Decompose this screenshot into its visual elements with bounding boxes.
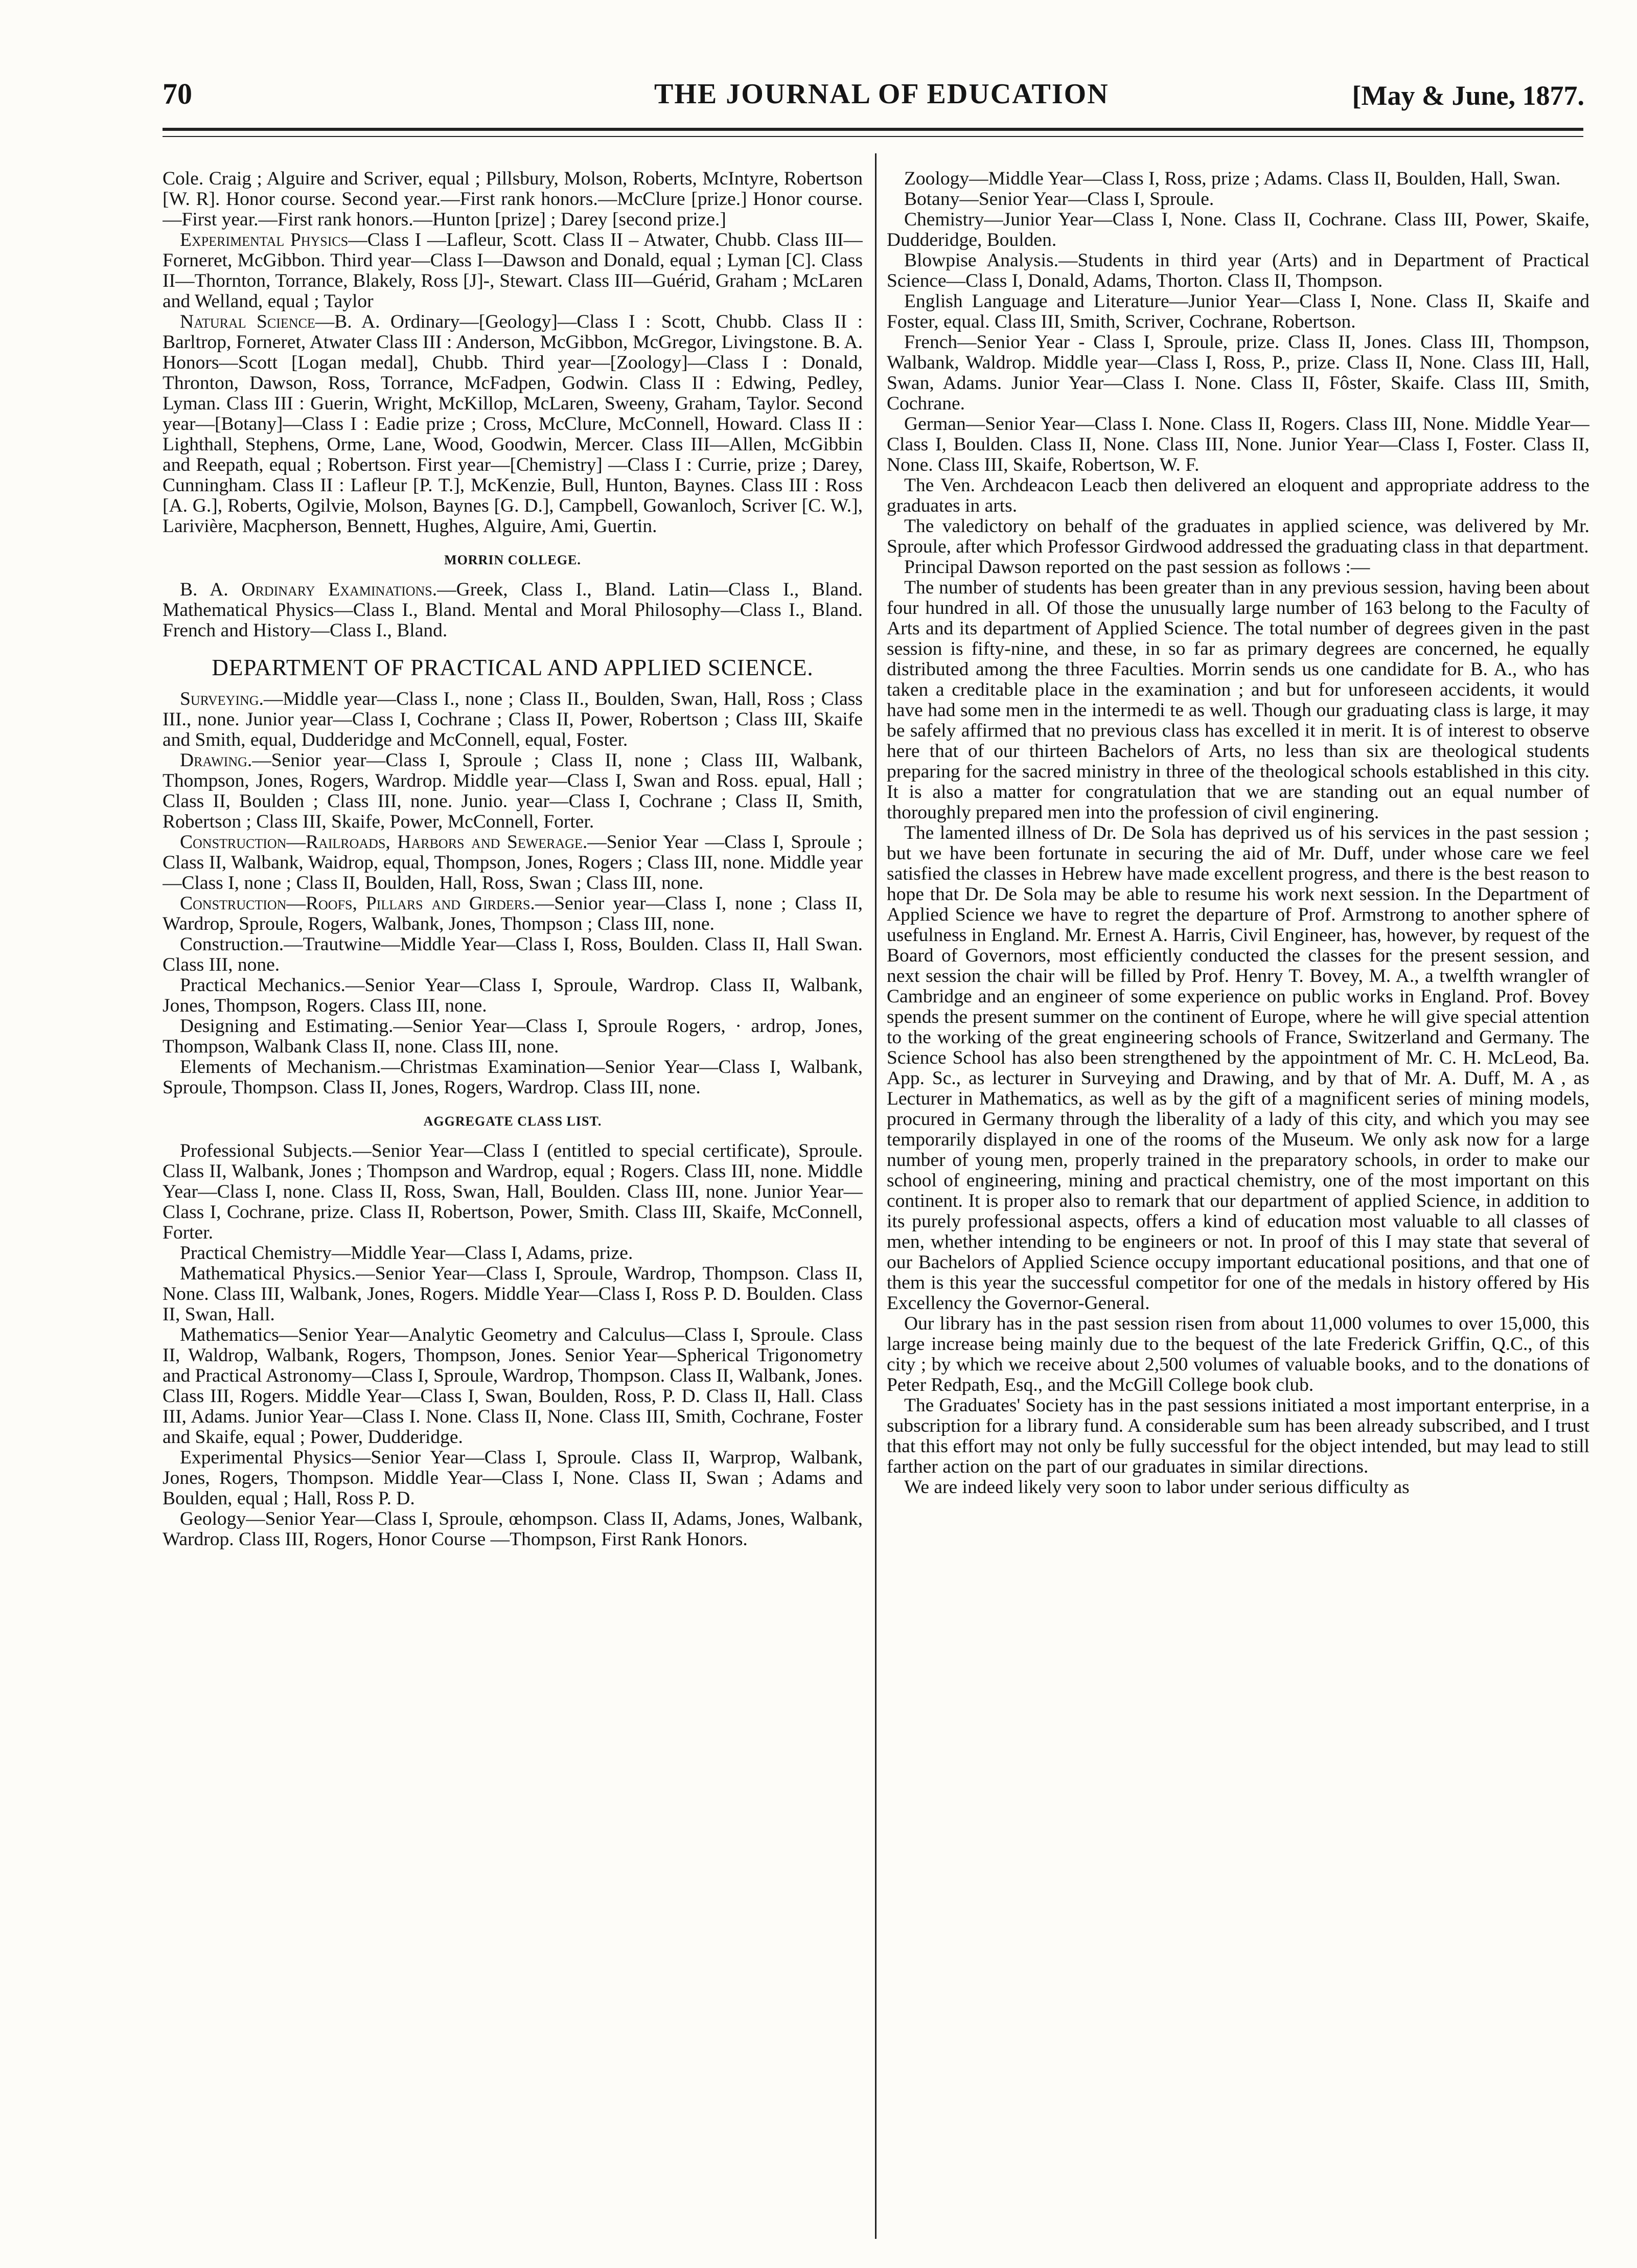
department-heading: DEPARTMENT OF PRACTICAL AND APPLIED SCIENCE. [212, 655, 814, 680]
paragraph: Drawing.—Senior year—Class I, Sproule ; Class II, none ; Class III, Walbank, Thompson, Jones, Rogers, Wardrop. Middle year—Class I, Swan and Ross. epual, Hall ; Class II, Boulden ; Class III, none. Junio. year—Class I, Cochrane ; Class II, Smith, Robertson ; Class III, Skaife, Power, McConnell, Forter. [163, 750, 863, 832]
journal-title: THE JOURNAL OF EDUCATION [654, 78, 1109, 110]
header-rule-thick [163, 128, 1583, 131]
paragraph: Cole. Craig ; Alguire and Scriver, equal ; Pillsbury, Molson, Roberts, McIntyre, Robertson [W. R]. Honor course. Second year.—First rank honors.—McClure [prize.] Honor course.—First year.—First rank honors.—Hunton [prize] ; Darey [second prize.] [163, 169, 863, 230]
section-lead: Construction—Roofs, Pillars and Girders. [180, 893, 535, 914]
section-lead: Surveying. [180, 689, 264, 709]
paragraph: Zoology—Middle Year—Class I, Ross, prize ; Adams. Class II, Boulden, Hall, Swan. [904, 169, 1561, 189]
paragraph: Geology—Senior Year—Class I, Sproule, œhompson. Class II, Adams, Jones, Walbank, Wardrop. Class III, Rogers, Honor Course —Thompson, First Rank Honors. [163, 1508, 863, 1550]
paragraph: Construction—Roofs, Pillars and Girders.—Senior year—Class I, none ; Class II, Wardrop, Sproule, Rogers, Walbank, Jones, Thompson ; Class III, none. [163, 893, 863, 934]
paragraph: Construction.—Trautwine—Middle Year—Class I, Ross, Boulden. Class II, Hall Swan. Class III, none. [163, 934, 863, 975]
paragraph: We are indeed likely very soon to labor under serious difficulty as [904, 1477, 1410, 1498]
page-header [153, 77, 1589, 123]
paragraph: Practical Chemistry—Middle Year—Class I, Adams, prize. [180, 1243, 633, 1264]
paragraph: French—Senior Year - Class I, Sproule, prize. Class II, Jones. Class III, Thompson, Walbank, Waldrop. Middle year—Class I, Ross, P., prize. Class II, None. Class III, Hall, Swan, Adams. Junior Year—Class I. None. Class II, Fôster, Skaife. Class III, Smith, Cochrane. [887, 332, 1589, 414]
section-lead: Construction—Railroads, Harbors and Sewerage. [180, 832, 588, 853]
paragraph: Designing and Estimating.—Senior Year—Class I, Sproule Rogers, · ardrop, Jones, Thompson, Walbank Class II, none. Class III, none. [163, 1016, 863, 1057]
column-divider [875, 153, 877, 2239]
paragraph: Principal Dawson reported on the past session as follows :— [904, 557, 1370, 578]
section-lead: Experimental Physics [180, 230, 349, 250]
header-rule-thin [163, 136, 1583, 137]
section-heading: AGGREGATE CLASS LIST. [423, 1114, 602, 1129]
paragraph: Experimental Physics—Class I —Lafleur, Scott. Class II – Atwater, Chubb. Class III—Forneret, McGibbon. Third year—Class I—Dawson and Donald, equal ; Lyman [C]. Class II—Thornton, Torrance, Blakely, Ross [J]-, Stewart. Class III—Guérid, Graham ; McLaren and Welland, equal ; Taylor [163, 230, 863, 312]
section-lead: Natural Science [180, 311, 315, 332]
paragraph: Mathematics—Senior Year—Analytic Geometry and Calculus—Class I, Sproule. Class II, Waldrop, Walbank, Rogers, Thompson, Jones. Senior Year—Spherical Trigonometry and Practical Astronomy—Class I, Sproule, Wardrop, Thompson. Class II, Walbank, Jones. Class III, Rogers. Middle Year—Class I, Swan, Boulden, Ross, P. D. Class II, Hall. Class III, Adams. Junior Year—Class I. None. Class II, None. Class III, Smith, Cochrane, Foster and Skaife, equal ; Power, Dudderidge. [163, 1324, 863, 1448]
paragraph: German—Senior Year—Class I. None. Class II, Rogers. Class III, None. Middle Year—Class I, Boulden. Class II, None. Class III, None. Junior Year—Class I, Foster. Class II, None. Class III, Skaife, Robertson, W. F. [887, 414, 1589, 475]
paragraph: Experimental Physics—Senior Year—Class I, Sproule. Class II, Warprop, Walbank, Jones, Rogers, Thompson. Middle Year—Class I, None. Class II, Swan ; Adams and Boulden, equal ; Hall, Ross P. D. [163, 1447, 863, 1509]
right-column [887, 169, 1589, 2234]
paragraph: Surveying.—Middle year—Class I., none ; Class II., Boulden, Swan, Hall, Ross ; Class III., none. Junior year—Class I, Cochrane ; Class II, Power, Robertson ; Class III, Skaife and Smith, equal, Dudderidge and McConnell, equal, Foster. [163, 689, 863, 750]
paragraph: English Language and Literature—Junior Year—Class I, None. Class II, Skaife and Foster, equal. Class III, Smith, Scriver, Cochrane, Robertson. [887, 291, 1589, 332]
paragraph: The Graduates' Society has in the past sessions initiated a most important enterprise, in a subscription for a library fund. A considerable sum has been already subscribed, and I trust that this effort may not only be fully successful for the object intended, but may lead to still farther action on the part of our graduates in similar directions. [887, 1395, 1589, 1477]
section-lead: Drawing. [180, 750, 252, 771]
paragraph: Blowpise Analysis.—Students in third year (Arts) and in Department of Practical Science—Class I, Donald, Adams, Thorton. Class II, Thompson. [887, 250, 1589, 291]
left-column [163, 169, 863, 2234]
paragraph: B. A. Ordinary Examinations.—Greek, Class I., Bland. Latin—Class I., Bland. Mathematical Physics—Class I., Bland. Mental and Moral Philosophy—Class I., Bland. French and History—Class I., Bland. [163, 579, 863, 641]
paragraph: The Ven. Archdeacon Leacb then delivered an eloquent and appropriate address to the graduates in arts. [887, 475, 1589, 516]
paragraph: The number of students has been greater than in any previous session, having been about four hundred in all. Of those the unusually large number of 163 belong to the Faculty of Arts and its department of Applied Science. The total number of degrees given in the past session is fifty-nine, and these, in so far as primary degrees are concerned, he equally distributed among the three Faculties. Morrin sends us one candidate for B. A., who has taken a creditable place in the examination ; and but for unforeseen accidents, it would have had some men in the intermedi te as well. Though our graduating class is large, it may be safely affirmed that no previous class has excelled it in merit. It is of interest to observe here that of our thirteen Bachelors of Arts, no less than six are theological students preparing for the sacred ministry in three of the theological schools established in this city. It is also a matter for congratulation that we are standing out an equal number of thoroughly prepared men into the profession of civil enginering. [887, 577, 1589, 823]
paragraph: Chemistry—Junior Year—Class I, None. Class II, Cochrane. Class III, Power, Skaife, Dudderidge, Boulden. [887, 209, 1589, 250]
section-lead: B. A. Ordinary Examinations. [180, 579, 437, 600]
paragraph: Practical Mechanics.—Senior Year—Class I, Sproule, Wardrop. Class II, Walbank, Jones, Thompson, Rogers. Class III, none. [163, 975, 863, 1016]
section-heading: MORRIN COLLEGE. [444, 553, 581, 567]
paragraph: Professional Subjects.—Senior Year—Class I (entitled to special certificate), Sproule. Class II, Walbank, Jones ; Thompson and Wardrop, equal ; Rogers. Class III, none. Middle Year—Class I, none. Class II, Ross, Swan, Hall, Boulden. Class III, none. Junior Year—Class I, Cochrane, prize. Class II, Robertson, Power, Smith. Class III, Skaife, McConnell, Forter. [163, 1140, 863, 1243]
page-number: 70 [163, 77, 192, 110]
paragraph: The lamented illness of Dr. De Sola has deprived us of his services in the past session ; but we have been fortunate in securing the aid of Mr. Duff, under whose care we feel satisfied the classes in Hebrew have made excellent progress, and there is the best reason to hope that Dr. De Sola may be able to resume his work next session. In the Department of Applied Science we have to regret the departure of Prof. Armstrong to another sphere of usefulness in England. Mr. Ernest A. Harris, Civil Engineer, has, however, by request of the Board of Governors, most efficiently conducted the classes for the present session, and next session the chair will be filled by Prof. Henry T. Bovey, M. A., a twelfth wrangler of Cambridge and an engineer of some experience on public works in England. Prof. Bovey spends the present summer on the continent of Europe, where he will give special attention to the working of the great engineering schools of France, Switzerland and Germany. The Science School has also been strengthened by the appointment of Mr. C. H. McLeod, Ba. App. Sc., as lecturer in Surveying and Drawing, and by that of Mr. A. Duff, M. A , as Lecturer in Mathematics, as well as by the gift of a magnificent series of mining models, procured in Germany through the liberality of a lady of this city, and which you may see temporarily displayed in one of the rooms of the Museum. We only ask now for a large number of young men, properly trained in the preparatory schools, in order to make our school of engineering, mining and practical chemistry, one of the most important on this continent. It is proper also to remark that our department of applied Science, in addition to its purely professional aspects, offers a kind of education most valuable to all classes of men, whether intending to be engineers or not. In proof of this I may state that several of our Bachelors of Applied Science occupy important educational positions, and that one of them is this year the successful competitor for one of the medals in history offered by His Excellency the Governor-General. [887, 822, 1589, 1314]
paragraph: Our library has in the past session risen from about 11,000 volumes to over 15,000, this large increase being mainly due to the bequest of the late Frederick Griffin, Q.C., of this city ; by which we receive about 2,500 volumes of valuable books, and to the donations of Peter Redpath, Esq., and the McGill College book club. [887, 1313, 1589, 1395]
paragraph: Botany—Senior Year—Class I, Sproule. [904, 189, 1214, 210]
paragraph: Mathematical Physics.—Senior Year—Class I, Sproule, Wardrop, Thompson. Class II, None. Class III, Walbank, Jones, Rogers. Middle Year—Class I, Ross P. D. Boulden. Class II, Swan, Hall. [163, 1263, 863, 1325]
paragraph: Natural Science—B. A. Ordinary—[Geology]—Class I : Scott, Chubb. Class II : Barltrop, Forneret, Atwater Class III : Anderson, McGibbon, McGregor, Livingstone. B. A. Honors—Scott [Logan medal], Chubb. Third year—[Zoology]—Class I : Donald, Thronton, Dawson, Ross, Torrance, McFadpen, Godwin. Class II : Edwing, Pedley, Lyman. Class III : Guerin, Wright, McKillop, McLaren, Sweeny, Graham, Taylor. Second year—[Botany]—Class I : Eadie prize ; Cross, McClure, McConnell, Howard. Class II : Lighthall, Stephens, Orme, Lane, Wood, Goodwin, Mercer. Class III—Allen, McGibbin and Reepath, equal ; Robertson. First year—[Chemistry] —Class I : Currie, prize ; Darey, Cunningham. Class II : Lafleur [P. T.], McKenzie, Bull, Hunton, Baynes. Class III : Ross [A. G.], Roberts, Ogilvie, Molson, Baynes [G. D.], Campbell, Gowanloch, Scriver [C. W.], Larivière, Macpherson, Bennett, Hughes, Alguire, Ami, Guertin. [163, 311, 863, 537]
paragraph: Elements of Mechanism.—Christmas Examination—Senior Year—Class I, Walbank, Sproule, Thompson. Class II, Jones, Rogers, Wardrop. Class III, none. [163, 1057, 863, 1098]
issue-date: [May & June, 1877. [1352, 80, 1584, 111]
paragraph: Construction—Railroads, Harbors and Sewerage.—Senior Year —Class I, Sproule ; Class II, Walbank, Waidrop, equal, Thompson, Jones, Rogers ; Class III, none. Middle year—Class I, none ; Class II, Boulden, Hall, Ross, Swan ; Class III, none. [163, 832, 863, 894]
paragraph: The valedictory on behalf of the graduates in applied science, was delivered by Mr. Sproule, after which Professor Girdwood addressed the graduating class in that department. [887, 516, 1589, 557]
